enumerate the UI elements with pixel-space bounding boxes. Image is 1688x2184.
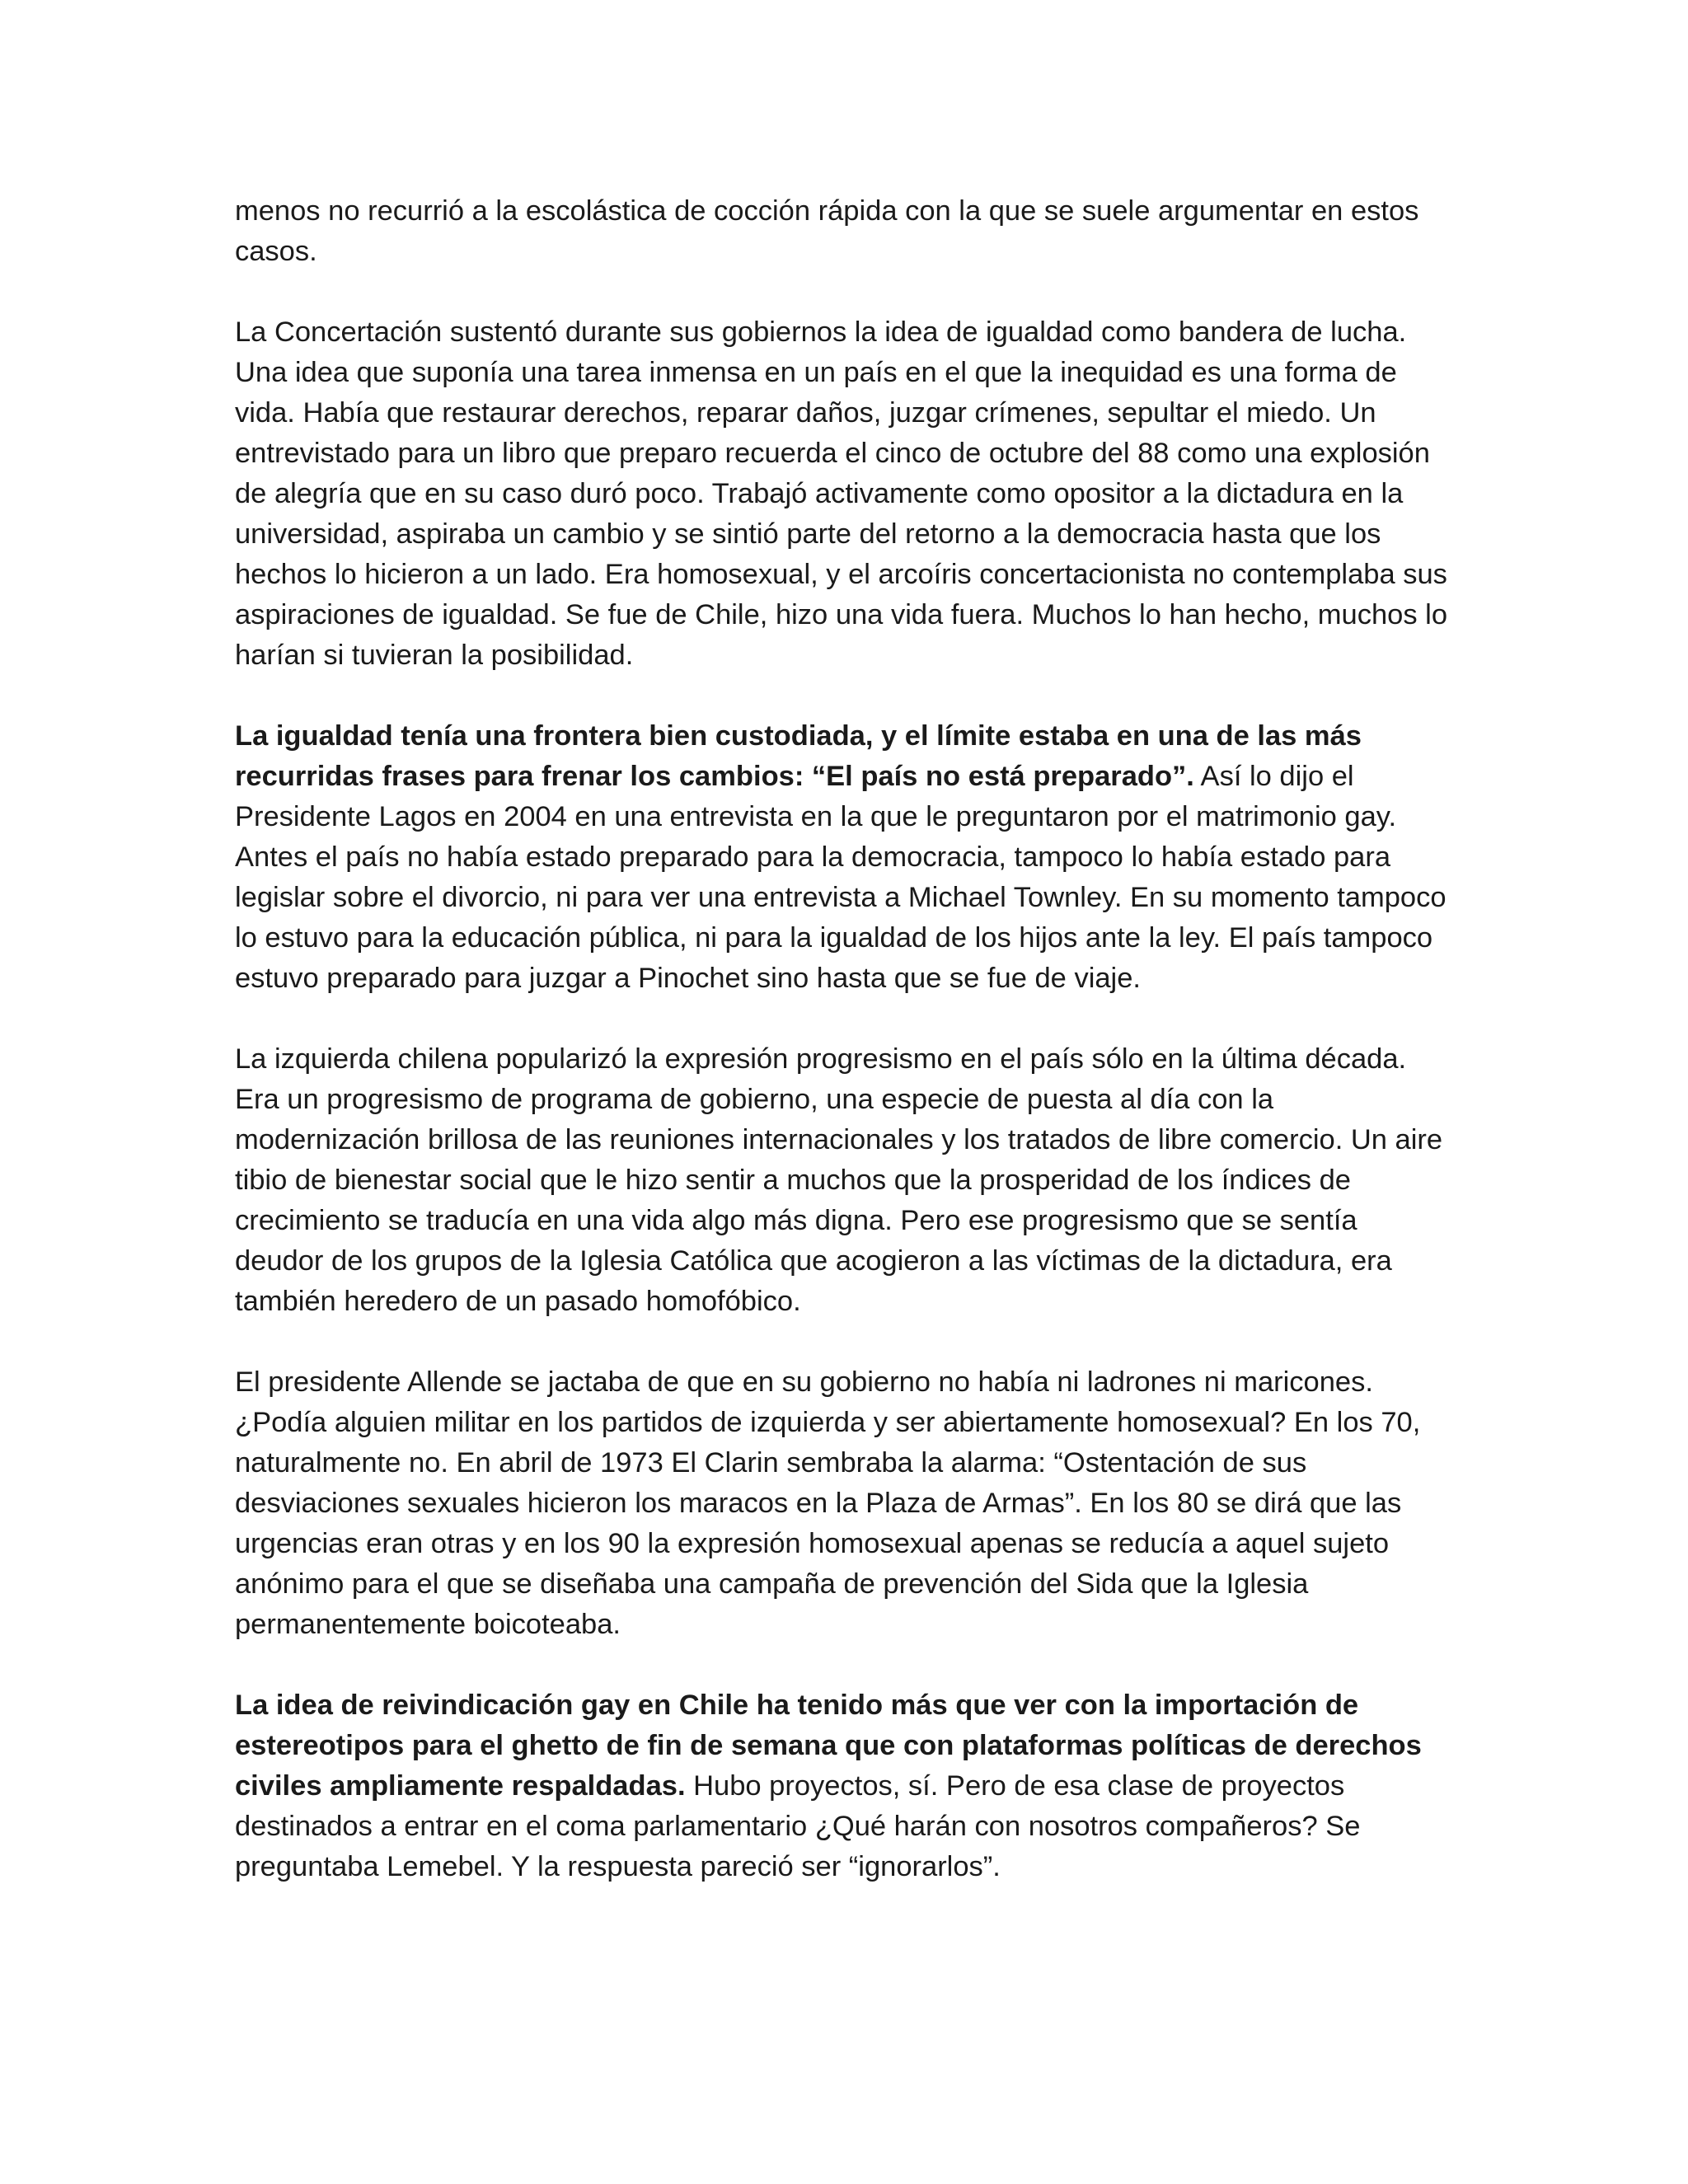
paragraph-3 xyxy=(235,716,1453,999)
paragraph-2 xyxy=(235,312,1453,676)
paragraph-6-bold-lead: La idea de reivindicación gay en Chile ha tenido más que ver con la importación de estereotipos para el ghetto de fin de semana que con plataformas políticas de derechos civiles ampliamente respaldadas. xyxy=(235,1690,1422,1802)
paragraph-1 xyxy=(235,191,1453,272)
paragraph-3-text: Así lo dijo el Presidente Lagos en 2004 en una entrevista en la que le preguntaron por el matrimonio gay. Antes el país no había estado preparado para la democracia, tampoco lo había estado para legislar sobre el divorcio, ni para ver una entrevista a Michael Townley. En su momento tampoco lo estuvo para la educación pública, ni para la igualdad de los hijos ante la ley. El país tampoco estuvo preparado para juzgar a Pinochet sino hasta que se fue de viaje. xyxy=(235,761,1447,994)
paragraph-3-bold-lead: La igualdad tenía una frontera bien custodiada, y el límite estaba en una de las más recurridas frases para frenar los cambios: “El país no está preparado”. xyxy=(235,720,1362,792)
document-page xyxy=(235,191,1453,1887)
paragraph-5-text: El presidente Allende se jactaba de que en su gobierno no había ni ladrones ni maricones. ¿Podía alguien militar en los partidos de izquierda y ser abiertamente homosexual? En los 70, naturalmente no. En abril de 1973 El Clarin sembraba la alarma: “Ostentación de sus desviaciones sexuales hicieron los maracos en la Plaza de Armas”. En los 80 se dirá que las urgencias eran otras y en los 90 la expresión homosexual apenas se reducía a aquel sujeto anónimo para el que se diseñaba una campaña de prevención del Sida que la Iglesia permanentemente boicoteaba. xyxy=(235,1366,1421,1640)
paragraph-4 xyxy=(235,1039,1453,1322)
paragraph-5 xyxy=(235,1362,1453,1645)
paragraph-4-text: La izquierda chilena popularizó la expresión progresismo en el país sólo en la última década. Era un progresismo de programa de gobierno, una especie de puesta al día con la modernización brillosa de las reuniones internacionales y los tratados de libre comercio. Un aire tibio de bienestar social que le hizo sentir a muchos que la prosperidad de los índices de crecimiento se traducía en una vida algo más digna. Pero ese progresismo que se sentía deudor de los grupos de la Iglesia Católica que acogieron a las víctimas de la dictadura, era también heredero de un pasado homofóbico. xyxy=(235,1043,1443,1317)
paragraph-6-text: Hubo proyectos, sí. Pero de esa clase de proyectos destinados a entrar en el coma parlamentario ¿Qué harán con nosotros compañeros? Se preguntaba Lemebel. Y la respuesta pareció ser “ignorarlos”. xyxy=(235,1770,1361,1882)
paragraph-6 xyxy=(235,1685,1453,1887)
paragraph-1-text: menos no recurrió a la escolástica de cocción rápida con la que se suele argumentar en estos casos. xyxy=(235,195,1419,267)
paragraph-2-text: La Concertación sustentó durante sus gobiernos la idea de igualdad como bandera de lucha. Una idea que suponía una tarea inmensa en un país en el que la inequidad es una forma de vida. Había que restaurar derechos, reparar daños, juzgar crímenes, sepultar el miedo. Un entrevistado para un libro que preparo recuerda el cinco de octubre del 88 como una explosión de alegría que en su caso duró poco. Trabajó activamente como opositor a la dictadura en la universidad, aspiraba un cambio y se sintió parte del retorno a la democracia hasta que los hechos lo hicieron a un lado. Era homosexual, y el arcoíris concertacionista no contemplaba sus aspiraciones de igualdad. Se fue de Chile, hizo una vida fuera. Muchos lo han hecho, muchos lo harían si tuvieran la posibilidad. xyxy=(235,316,1448,671)
